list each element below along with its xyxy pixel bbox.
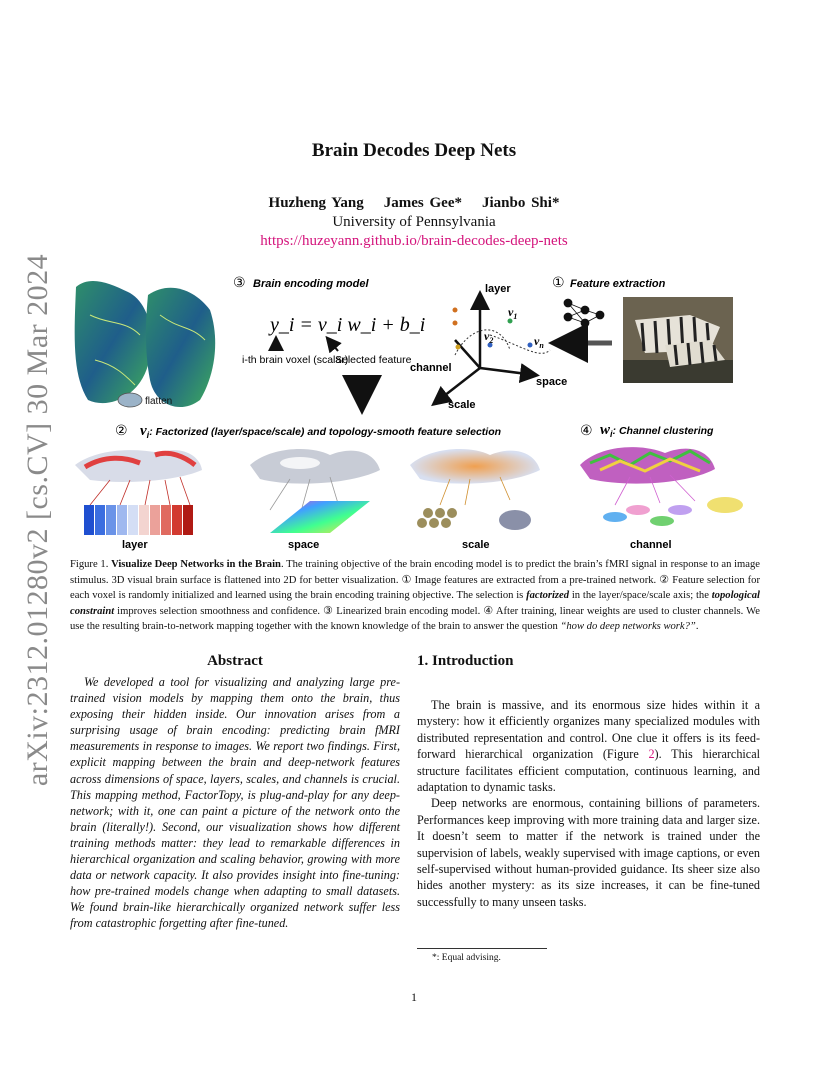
page-number: 1 (411, 990, 417, 1004)
brain-encoding-number: ③ (233, 275, 246, 291)
caption-text: . The training objective of the brain encoding model is to predict the brain’s fMRI signal in response to an image stimulus. 3D visual brain surface is flattened into 2D for better visualization. (70, 559, 760, 586)
channel-panel-label: channel (630, 539, 672, 551)
figure-2-link[interactable]: 2 (648, 747, 655, 762)
encoding-equation: y_i = v_i w_i + b_i (270, 314, 426, 336)
scale-panel (410, 449, 540, 530)
scale-panel-label: scale (462, 539, 490, 551)
introduction-body (417, 697, 760, 910)
space-panel-label: space (288, 539, 320, 551)
intro-text: The brain is massive, and its enormous size hides within it a mystery: how it efficiently organizes many specialized modules with distributed representation and control. One clue it offers is its feed-forward hierarchical organization (Figure (417, 698, 760, 762)
caption-title: Visualize Deep Networks in the Brain (111, 559, 281, 570)
abstract-heading: Abstract (207, 653, 263, 669)
introduction-heading: 1. Introduction (417, 653, 514, 669)
v2-label: $v_2$ (484, 329, 494, 345)
caption-emphasis: factorized (526, 590, 570, 601)
caption-marker: ④ (483, 604, 494, 617)
paper-title: Brain Decodes Deep Nets (311, 140, 517, 161)
ith-voxel-label: i-th brain voxel (scalar) (242, 354, 349, 366)
intro-text: ). This hierarchical structure facilitates efficient computation, continuous learning, and adaptation to dynamic tasks. (417, 747, 761, 795)
factorized-selection-number: ② (115, 423, 128, 439)
feature-axes (435, 295, 550, 403)
channel-panel (580, 447, 743, 526)
caption-text: improves selection smoothness and confidence. (117, 606, 321, 617)
caption-text: Feature selection for each voxel is randomly initialized and learned using the brain encoding training objective. The selection is (70, 575, 760, 601)
neural-network-icon (564, 299, 604, 327)
affiliation: University of Pennsylvania (332, 214, 496, 230)
figure-caption (70, 557, 760, 634)
axis-layer-label: layer (485, 283, 511, 295)
layer-panel-label: layer (122, 539, 148, 551)
channel-clustering-number: ④ (580, 423, 593, 439)
caption-marker: ③ (323, 604, 334, 617)
author-name: Jianbo Shi* (481, 195, 560, 211)
caption-text: After training, linear weights are used to cluster channels. We use the resulting brain-to-network mapping together with the known knowledge of the brain to answer the question (70, 606, 760, 632)
caption-text: in the layer/space/scale axis; the (571, 590, 709, 601)
caption-text: Linearized brain encoding model. (336, 606, 481, 617)
caption-marker: ② (659, 573, 670, 586)
abstract-text: We developed a tool for visualizing and analyzing large pre-trained vision models by mapping them onto the brain, thus exposing their hidden inside. Our innovation arises from a surprising usage of brain encoding: predicting brain fMRI measurements in response to images. We report two findings. First, explicit mapping between the brain and deep-network features across dimensions of space, layers, scales, and channels is crucial. This mapping method, FactorTopy, is plug-and-play for any deep-network; with it, one can paint a picture of the network onto the brain (literally!). Second, our visualization shows how different training methods matter: they lead to remarkable differences in hierarchical organization and scaling behavior, growing with more data or network capacity. It also provides insight into fine-tuning: how pre-trained models change when adapting to small datasets. We found brain-like hierarchically organized network suffer less from catastrophic forgetting after fine-tuned. (70, 675, 400, 931)
caption-text: . (695, 621, 699, 632)
feature-extraction-number: ① (552, 275, 565, 291)
caption-label: Figure 1. (70, 559, 109, 570)
flattened-brain-image (75, 281, 216, 407)
caption-question: “how do deep networks work?” (560, 621, 696, 632)
caption-text: Image features are extracted from a pre-trained network. (414, 575, 657, 586)
space-panel (250, 449, 380, 533)
intro-paragraph: Deep networks are enormous, containing billions of parameters. Performances keep improving with more training data and larger size. It doesn’t seem to matter if the network is trained under the supervision of labels, weakly supervised with image captions, or even self-supervised without human-provided guidance. Its sheer size also hides another mystery: as its size increases, it can be fine-tuned successfully to many unseen tasks. (417, 796, 760, 909)
flatten-label: flatten (145, 396, 173, 407)
footnote-rule (417, 948, 547, 949)
layer-panel (75, 450, 202, 535)
axis-space-label: space (536, 376, 568, 388)
caption-emphasis: topological constraint (70, 590, 760, 617)
figure-1 (70, 265, 760, 555)
project-link[interactable]: https://huzeyann.github.io/brain-decodes-deep-nets (260, 233, 568, 249)
zebra-photo (623, 297, 733, 383)
author-name: James Gee* (383, 195, 462, 211)
vn-label: $v_n$ (534, 334, 544, 350)
author-name: Huzheng Yang (268, 195, 364, 211)
author-list (0, 195, 828, 212)
selected-feature-label: Selected feature (335, 354, 412, 366)
axis-scale-label: scale (448, 399, 476, 411)
footnote: *: Equal advising. (432, 953, 501, 963)
factorized-selection-title: vi: Factorized (layer/space/scale) and topology-smooth feature selection (140, 423, 502, 440)
caption-marker: ① (401, 573, 412, 586)
arxiv-stamp: arXiv:2312.01280v2 [cs.CV] 30 Mar 2024 (21, 253, 54, 787)
brain-encoding-title: Brain encoding model (253, 278, 369, 290)
v1-label: $v_1$ (508, 305, 518, 321)
channel-clustering-title: wi: Channel clustering (600, 422, 714, 439)
feature-extraction-title: Feature extraction (570, 278, 666, 290)
axis-channel-label: channel (410, 362, 452, 374)
intro-paragraph (417, 697, 760, 795)
